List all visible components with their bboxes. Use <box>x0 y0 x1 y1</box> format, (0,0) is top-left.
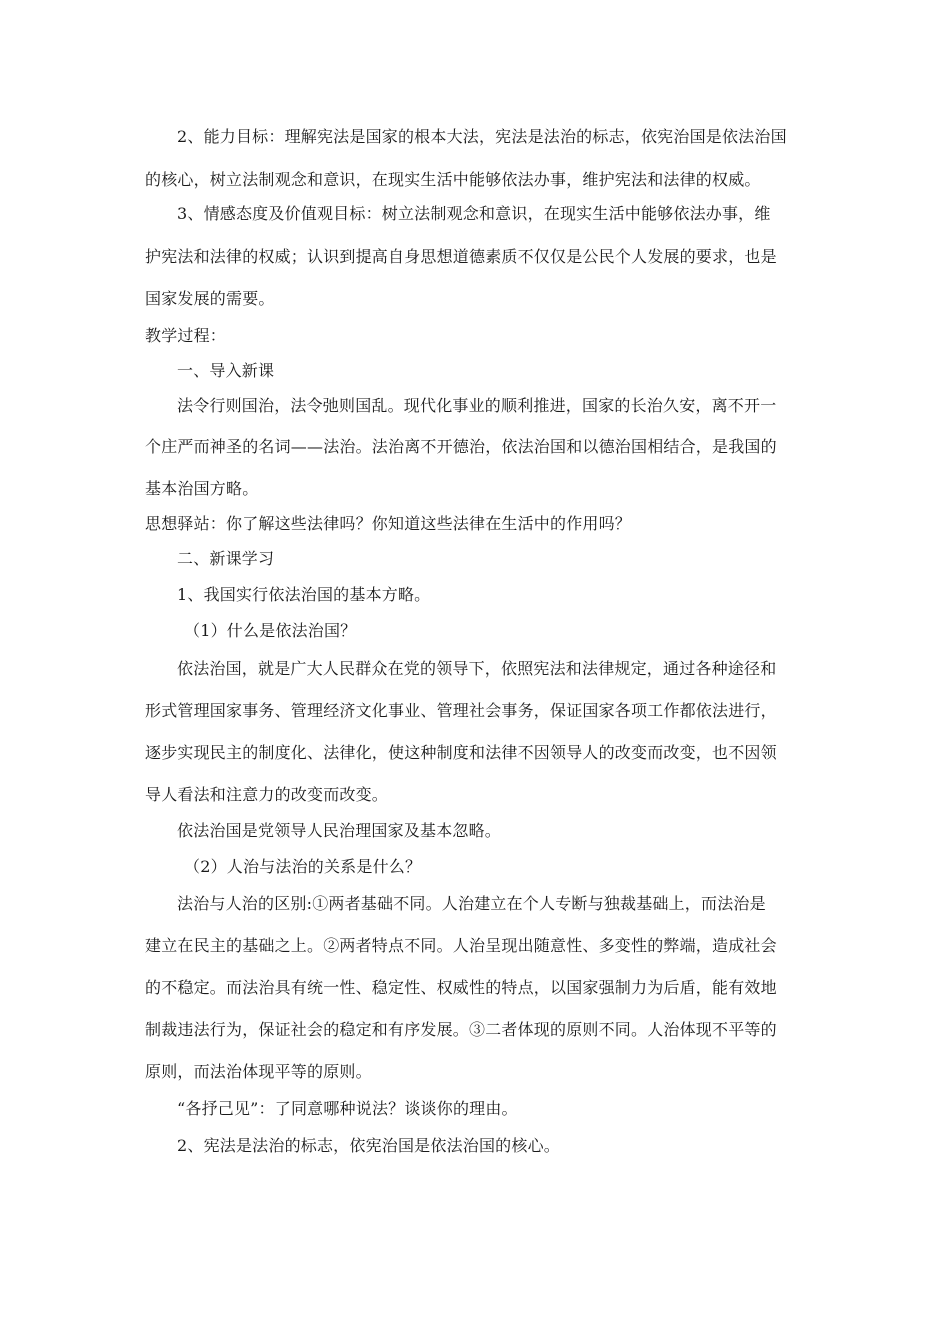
paragraph-line: 法令行则国治，法令弛则国乱。现代化事业的顺利推进，国家的长治久安，离不开一 <box>177 396 777 415</box>
paragraph-line: 基本治国方略。 <box>145 479 259 498</box>
paragraph-line: 3、情感态度及价值观目标：树立法制观念和意识，在现实生活中能够依法办事，维 <box>177 204 771 223</box>
paragraph-line: 导人看法和注意力的改变而改变。 <box>145 785 389 804</box>
paragraph-line: 2、能力目标：理解宪法是国家的根本大法，宪法是法治的标志，依宪治国是依法治国 <box>177 127 787 146</box>
subsection-heading: 一、导入新课 <box>177 361 275 380</box>
section-heading: 教学过程： <box>145 326 227 345</box>
paragraph-line: “各抒己见”：了同意哪种说法？谈谈你的理由。 <box>177 1099 518 1118</box>
paragraph-line: 逐步实现民主的制度化、法律化，使这种制度和法律不因领导人的改变而改变，也不因领 <box>145 743 777 762</box>
paragraph-line: 形式管理国家事务、管理经济文化事业、管理社会事务，保证国家各项工作都依法进行， <box>145 701 777 720</box>
paragraph-line: 制裁违法行为，保证社会的稳定和有序发展。③二者体现的原则不同。人治体现不平等的 <box>145 1020 777 1039</box>
paragraph-line: 法治与人治的区别:①两者基础不同。人治建立在个人专断与独裁基础上，而法治是 <box>177 894 766 913</box>
paragraph-line: 思想驿站：你了解这些法律吗？你知道这些法律在生活中的作用吗？ <box>145 514 632 533</box>
paragraph-line: 依法治国是党领导人民治理国家及基本忽略。 <box>177 821 502 840</box>
paragraph-line: （1）什么是依法治国？ <box>184 621 357 640</box>
paragraph-line: 护宪法和法律的权威；认识到提高自身思想道德素质不仅仅是公民个人发展的要求，也是 <box>145 247 777 266</box>
paragraph-line: 个庄严而神圣的名词——法治。法治离不开德治，依法治国和以德治国相结合，是我国的 <box>145 437 777 456</box>
paragraph-line: 建立在民主的基础之上。②两者特点不同。人治呈现出随意性、多变性的弊端，造成社会 <box>145 936 777 955</box>
subsection-heading: 二、新课学习 <box>177 549 275 568</box>
paragraph-line: 的不稳定。而法治具有统一性、稳定性、权威性的特点，以国家强制力为后盾，能有效地 <box>145 978 777 997</box>
paragraph-line: 依法治国，就是广大人民群众在党的领导下，依照宪法和法律规定，通过各种途径和 <box>177 659 777 678</box>
paragraph-line: 1、我国实行依法治国的基本方略。 <box>177 585 431 604</box>
paragraph-line: （2）人治与法治的关系是什么？ <box>184 857 422 876</box>
paragraph-line: 原则，而法治体现平等的原则。 <box>145 1062 372 1081</box>
paragraph-line: 国家发展的需要。 <box>145 289 275 308</box>
paragraph-line: 的核心，树立法制观念和意识，在现实生活中能够依法办事，维护宪法和法律的权威。 <box>145 170 761 189</box>
paragraph-line: 2、宪法是法治的标志，依宪治国是依法治国的核心。 <box>177 1136 560 1155</box>
